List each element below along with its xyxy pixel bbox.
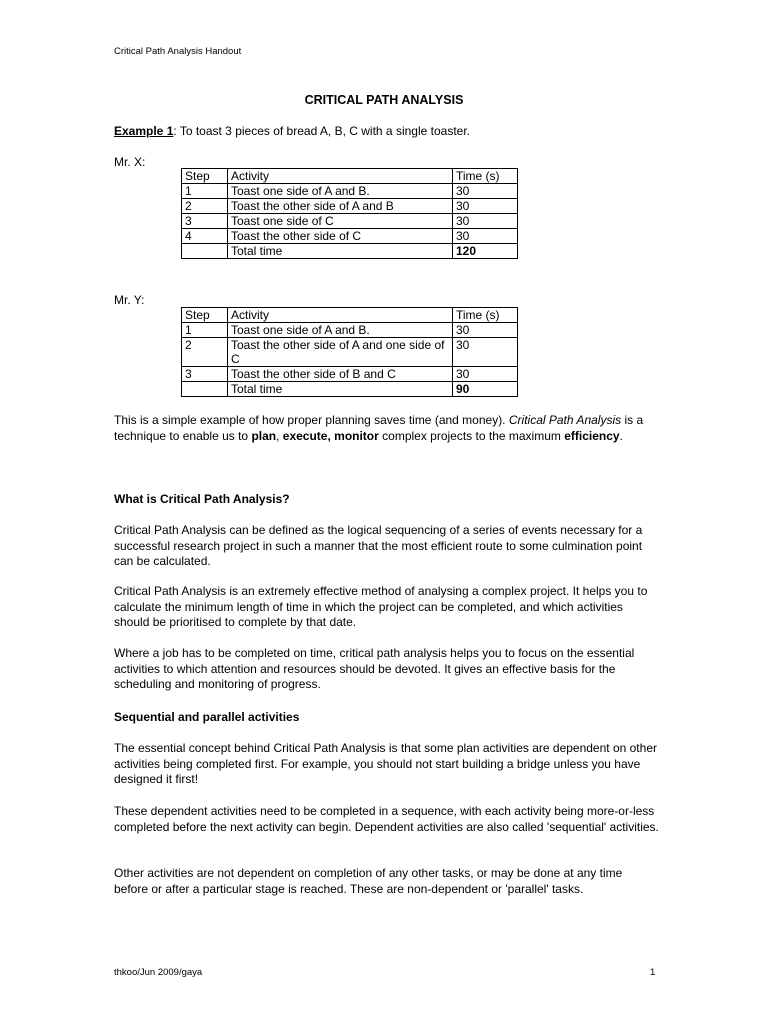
table-cell: 2 bbox=[182, 199, 228, 214]
table-header-cell: Step bbox=[182, 169, 228, 184]
paragraph: Critical Path Analysis can be defined as the logical sequencing of a series of events necessary for a successful research project in such a manner that the most efficient route to some culmination point can be calculated. bbox=[114, 523, 643, 569]
mr-y-label: Mr. Y: bbox=[114, 293, 145, 307]
table-cell: 2 bbox=[182, 338, 228, 367]
total-value: 90 bbox=[453, 382, 518, 397]
total-label: Total time bbox=[228, 382, 453, 397]
table-header-row bbox=[182, 308, 518, 323]
table-cell: 1 bbox=[182, 184, 228, 199]
footer-left: thkoo/Jun 2009/gaya bbox=[114, 967, 203, 978]
table-cell: Toast one side of C bbox=[228, 214, 453, 229]
section-heading: What is Critical Path Analysis? bbox=[114, 492, 290, 506]
table-row bbox=[182, 338, 518, 367]
mr-x-table bbox=[181, 168, 518, 259]
table-cell: 1 bbox=[182, 323, 228, 338]
table-row bbox=[182, 184, 518, 199]
table-cell: Toast one side of A and B. bbox=[228, 323, 453, 338]
table-header-cell: Time (s) bbox=[453, 308, 518, 323]
mr-x-label: Mr. X: bbox=[114, 155, 146, 169]
table-cell: 30 bbox=[453, 323, 518, 338]
intro-text: is a technique to enable us to bbox=[114, 413, 644, 443]
table-cell: 30 bbox=[453, 229, 518, 244]
table-cell: 30 bbox=[453, 199, 518, 214]
intro-text: This is a simple example of how proper planning saves time (and money). bbox=[114, 413, 509, 427]
intro-bold: plan bbox=[251, 428, 277, 443]
intro-text: . bbox=[619, 428, 623, 443]
intro-emphasis: Critical Path Analysis bbox=[508, 413, 622, 427]
paragraph: The essential concept behind Critical Path Analysis is that some plan activities are dependent on other activities being completed first. For example, you should not start building a bridge unless you have designed it first! bbox=[114, 741, 657, 787]
table-cell: 3 bbox=[182, 367, 228, 382]
paragraph: Other activities are not dependent on completion of any other tasks, or may be done at any time before or after a particular stage is reached. These are non-dependent or 'parallel' tasks. bbox=[114, 866, 623, 896]
table-header-row bbox=[182, 169, 518, 184]
table-cell: 30 bbox=[453, 184, 518, 199]
table-cell: 30 bbox=[453, 367, 518, 382]
table-header-cell: Step bbox=[182, 308, 228, 323]
table-row bbox=[182, 229, 518, 244]
intro-paragraph bbox=[114, 413, 659, 444]
table-total-row bbox=[182, 382, 518, 397]
page-number: 1 bbox=[650, 967, 656, 978]
total-value: 120 bbox=[453, 244, 518, 259]
table-cell: 30 bbox=[453, 338, 518, 367]
example-1-label: Example 1 bbox=[114, 124, 174, 138]
table-header-cell: Activity bbox=[228, 308, 453, 323]
table-row bbox=[182, 323, 518, 338]
example-1-text: : To toast 3 pieces of bread A, B, C with a single toaster. bbox=[173, 124, 470, 138]
page-header: Critical Path Analysis Handout bbox=[114, 46, 242, 57]
total-label: Total time bbox=[228, 244, 453, 259]
paragraph: These dependent activities need to be completed in a sequence, with each activity being more-or-less completed before the next activity can begin. Dependent activities are also called 'sequential' activities. bbox=[114, 804, 659, 834]
section-heading: Sequential and parallel activities bbox=[114, 710, 300, 724]
intro-bold: execute, monitor bbox=[282, 428, 379, 443]
table-row bbox=[182, 214, 518, 229]
table-cell bbox=[182, 244, 228, 259]
paragraph: Critical Path Analysis is an extremely effective method of analysing a complex project. It helps you to calculate the minimum length of time in which the project can be completed, and which activities should be prioritised to complete by that date. bbox=[114, 584, 648, 630]
table-cell: Toast the other side of B and C bbox=[228, 367, 453, 382]
table-cell: Toast the other side of C bbox=[228, 229, 453, 244]
table-cell: Toast the other side of A and B bbox=[228, 199, 453, 214]
table-cell: 30 bbox=[453, 214, 518, 229]
intro-text: , bbox=[276, 428, 283, 443]
page-title: CRITICAL PATH ANALYSIS bbox=[304, 93, 464, 107]
table-cell: Toast one side of A and B. bbox=[228, 184, 453, 199]
table-cell: 4 bbox=[182, 229, 228, 244]
intro-bold: efficiency bbox=[564, 428, 620, 443]
table-cell: 3 bbox=[182, 214, 228, 229]
table-header-cell: Activity bbox=[228, 169, 453, 184]
example-1-line bbox=[114, 124, 470, 140]
table-row bbox=[182, 367, 518, 382]
table-row bbox=[182, 199, 518, 214]
table-total-row bbox=[182, 244, 518, 259]
paragraph: Where a job has to be completed on time, critical path analysis helps you to focus on the essential activities to which attention and resources should be devoted. It gives an effective basis for the scheduling and monitoring of progress. bbox=[114, 646, 635, 692]
mr-y-table bbox=[181, 307, 518, 397]
table-cell bbox=[182, 382, 228, 397]
table-header-cell: Time (s) bbox=[453, 169, 518, 184]
table-cell: Toast the other side of A and one side of C bbox=[228, 338, 453, 367]
intro-text: complex projects to the maximum bbox=[378, 428, 565, 443]
